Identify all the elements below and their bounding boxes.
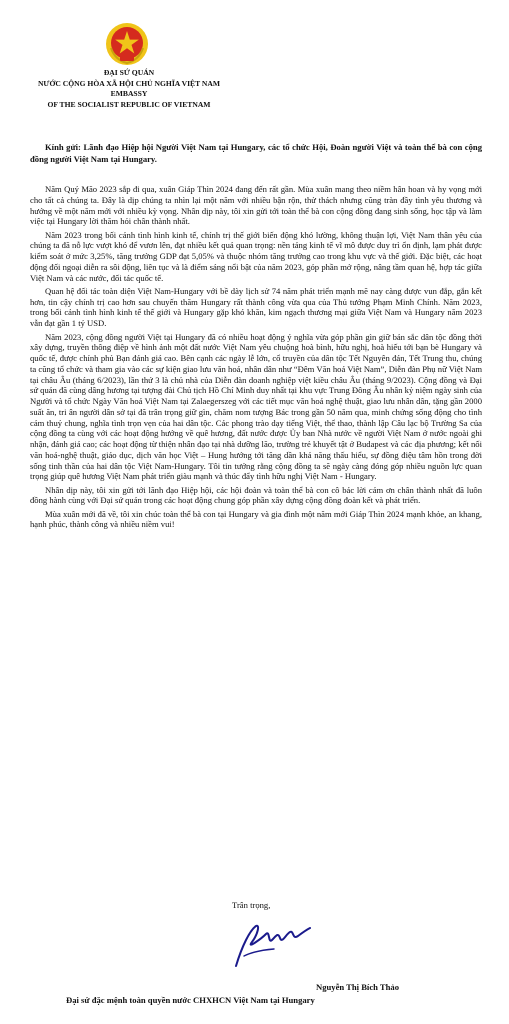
vietnam-national-emblem-icon xyxy=(105,22,149,66)
closing: Trân trọng, xyxy=(232,900,271,910)
embassy-title-vi: ĐẠI SỨ QUÁN xyxy=(103,68,155,77)
embassy-title-en: EMBASSY xyxy=(110,89,148,99)
paragraph: Mùa xuân mới đã về, tôi xin chúc toàn thể bà con tại Hungary và gia đình một năm mới Giáp Thìn 2024 mạnh khỏe, an khang, hạnh phúc, thành công và nhiều niềm vui! xyxy=(30,508,482,530)
paragraph: Năm 2023 trong bối cảnh tình hình kinh tế, chính trị thế giới biến động khó lường, không thuận lợi, Việt Nam thân yêu của chúng ta đã nỗ lực vượt khó để vươn lên, đạt nhiều kết quả quan trọng: nền tảng kinh tế vĩ mô được duy trì ổn định, lạm phát được kiểm soát ở mức 3,25%, tăng trưởng GDP đạt 5,05% và thuộc nhóm tăng trưởng cao trong khu vực và thế giới. Đặc biệt, các hoạt động đối ngoại diễn ra sôi động, liên tục và là điểm sáng nổi bật của năm 2023, góp phần mở rộng, nâng tầm quan hệ, hợp tác giữa Việt Nam và các nước, đối tác quốc tế. xyxy=(30,229,482,283)
paragraph: Quan hệ đối tác toàn diện Việt Nam-Hungary với bề dày lịch sử 74 năm phát triển mạnh mẽ nay càng được vun đắp, gắn kết hơn, tin cậy chính trị cao hơn sau chuyến thăm Hungary rất thành công vừa qua của Thủ tướng Phạm Minh Chính. Năm 2023, trong bối cảnh tình hình kinh tế thế giới và Hungary gặp khó khăn, kim ngạch thương mại giữa Việt Nam và Hungary năm 2023 vẫn đạt gần 1 tỷ USD. xyxy=(30,285,482,329)
paragraph: Năm Quý Mão 2023 sắp đi qua, xuân Giáp Thìn 2024 đang đến rất gần. Mùa xuân mang theo niềm hân hoan và hy vọng mới cho tất cả chúng ta. Đây là dịp chúng ta nhìn lại một năm với nhiều bận rộn, thử thách nhưng cũng tràn đầy tình yêu thương và hướng về một năm mới với nhiều kỳ vọng. Nhân dịp này, tôi xin gửi tới toàn thể bà con cộng đồng đang sinh sống, học tập và làm việc tại Hungary lời thăm hỏi chân thành nhất. xyxy=(30,184,482,227)
signer-name xyxy=(30,982,475,992)
letter-body xyxy=(30,184,482,533)
greeting: Kính gửi: Lãnh đạo Hiệp hội Người Việt Nam tại Hungary, các tổ chức Hội, Đoàn người Việt và toàn thể bà con cộng đồng người Việt Nam tại Hungary. xyxy=(30,142,482,164)
country-name-vi: NƯỚC CỘNG HÒA XÃ HỘI CHỦ NGHĨA VIỆT NAM xyxy=(37,78,221,88)
paragraph: Nhân dịp này, tôi xin gửi tới lãnh đạo Hiệp hội, các hội đoàn và toàn thể bà con cô bác lời cảm ơn chân thành nhất đã luôn đồng hành cùng với Đại sứ quán trong các hoạt động chung góp phần xây dựng cộng đồng đoàn kết và phát triển. xyxy=(30,484,482,506)
paragraph: Năm 2023, cộng đồng người Việt tại Hungary đã có nhiều hoạt động ý nghĩa vừa góp phần gìn giữ bản sắc dân tộc đồng thời xây dựng, truyền thông điệp về hình ảnh một đất nước Việt Nam yêu chuộng hoà bình, hữu nghị, hoà hiếu tới bạn bè Hungary và quốc tế, được chính phủ Bạn đánh giá cao. Bên cạnh các ngày lễ lớn, cổ truyền của dân tộc Tết Nguyên đán, Tết Trung thu, chúng ta cũng tổ chức và tham gia vào các sự kiện giao lưu văn hoá, nhân dân như “Đêm Văn hoá Việt Nam”, Diễn đàn Phụ nữ Việt Nam tại châu Âu (tháng 6/2023), lần thứ 3 là chủ nhà của Diễn đàn doanh nghiệp việt kiều châu Âu (tháng 9/2023). Cộng đồng và Đại sứ quán đã cùng dâng hương tại tượng đài Chủ tịch Hồ Chí Minh duy nhất tại khu vực Trung Đông Âu nhân kỷ niệm ngày sinh của Người và tổ chức Ngày Văn hoá Việt Nam tại Zalaegerszeg với các tiết mục văn hoá nghệ thuật, giao lưu nhân dân, tặng gần 2000 suất ăn, tri ân người dân sở tại đã trân trọng giữ gìn, chăm nom tượng Bác trong gần 50 năm qua, minh chứng sống động cho tình cảm thuỷ chung, nghĩa tình trọn vẹn của hai dân tộc. Các phong trào dạy tiếng Việt, thể thao, thành lập Câu lạc bộ Trường Sa của cộng đồng ta cùng với các hoạt động hướng về quê hương, đất nước được Ủy ban Nhà nước về người Việt Nam ở nước ngoài ghi nhận, đánh giá cao; các hoạt động từ thiện nhân đạo tại nhà dưỡng lão, trường trẻ khuyết tật ở Budapest và các địa phương; kết nối văn hoá-nghệ thuật, giáo dục, dịch văn học Việt – Hung hướng tới tăng dần khả năng thấu hiểu, sự đồng điệu tâm hồn trong đời sống tinh thần của hai dân tộc Việt Nam-Hungary. Tôi tin tưởng rằng cộng đồng ta sẽ ngày càng đóng góp nhiều nguồn lực quan trọng giúp quê hương Việt Nam phát triển giàu mạnh và thúc đẩy tình hữu nghị Việt Nam - Hungary. xyxy=(30,331,482,482)
signer-name-text: Nguyễn Thị Bích Thảo xyxy=(315,982,400,992)
signer-title: Đại sứ đặc mệnh toàn quyền nước CHXHCN Việt Nam tại Hungary xyxy=(66,995,315,1005)
handwritten-signature-icon xyxy=(222,916,322,976)
embassy-header xyxy=(14,68,244,110)
country-name-en: OF THE SOCIALIST REPUBLIC OF VIETNAM xyxy=(47,99,211,109)
